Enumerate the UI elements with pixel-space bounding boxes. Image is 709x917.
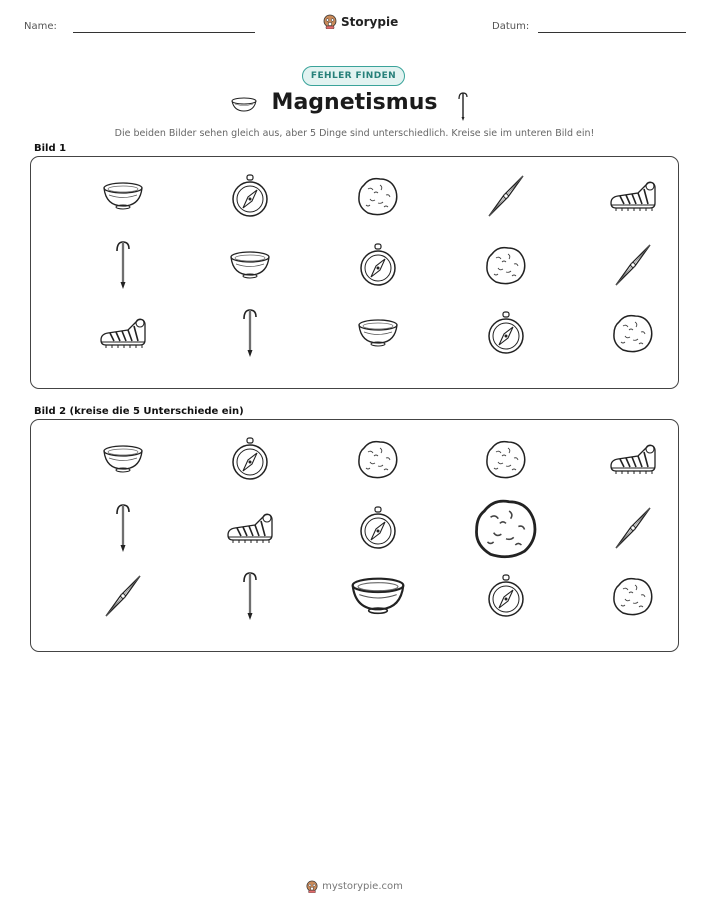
picture1-rock-icon (484, 244, 528, 286)
picture1-compass-icon (230, 174, 270, 218)
picture2-compass-icon[interactable] (486, 574, 526, 618)
picture1-bowl-icon (101, 181, 145, 211)
picture2-sandal-icon[interactable] (225, 509, 275, 547)
picture2-panel[interactable] (30, 419, 679, 652)
picture1-rock-icon (356, 175, 400, 217)
picture1-hook-icon (240, 307, 260, 359)
footer-url: mystorypie.com (322, 881, 403, 892)
brand-name: Storypie (341, 14, 399, 29)
instructions: Die beiden Bilder sehen gleich aus, aber 5 Dinge sind unterschiedlich. Kreise sie im unteren Bild ein! (114, 128, 595, 139)
picture2-compass-icon[interactable] (230, 437, 270, 481)
picture2-compass-icon[interactable] (358, 506, 398, 550)
picture1-compass-icon (486, 311, 526, 355)
picture2-rock-icon[interactable] (611, 575, 655, 617)
picture1-needle-icon (486, 174, 526, 218)
picture2-rock-icon[interactable] (484, 438, 528, 480)
date-label: Datum: (492, 21, 530, 32)
picture1-panel (30, 156, 679, 389)
picture2-rock-icon[interactable] (472, 495, 540, 561)
picture2-bowl-icon[interactable] (101, 444, 145, 474)
picture2-label: Bild 2 (kreise die 5 Unterschiede ein) (34, 406, 244, 417)
picture1-compass-icon (358, 243, 398, 287)
picture2-hook-icon[interactable] (240, 570, 260, 622)
brand-logo (323, 14, 398, 29)
hook-icon (455, 90, 469, 126)
picture1-hook-icon (113, 239, 133, 291)
page-title: Magnetismus (271, 90, 438, 115)
picture1-sandal-icon (608, 177, 658, 215)
picture2-rock-icon[interactable] (356, 438, 400, 480)
picture1-sandal-icon (98, 314, 148, 352)
picture1-needle-icon (613, 243, 653, 287)
activity-badge: FEHLER FINDEN (302, 66, 405, 86)
footer (0, 880, 709, 893)
beaver-mascot-icon (306, 880, 318, 893)
picture2-needle-icon[interactable] (613, 506, 653, 550)
picture2-bowl-icon[interactable] (348, 576, 408, 616)
picture2-needle-icon[interactable] (103, 574, 143, 618)
picture2-sandal-icon[interactable] (608, 440, 658, 478)
picture1-label: Bild 1 (34, 143, 67, 154)
date-line[interactable] (538, 32, 686, 33)
picture2-hook-icon[interactable] (113, 502, 133, 554)
name-line[interactable] (73, 32, 255, 33)
picture1-rock-icon (611, 312, 655, 354)
picture1-bowl-icon (228, 250, 272, 280)
beaver-mascot-icon (323, 14, 337, 29)
name-label: Name: (24, 21, 57, 32)
picture1-bowl-icon (356, 318, 400, 348)
